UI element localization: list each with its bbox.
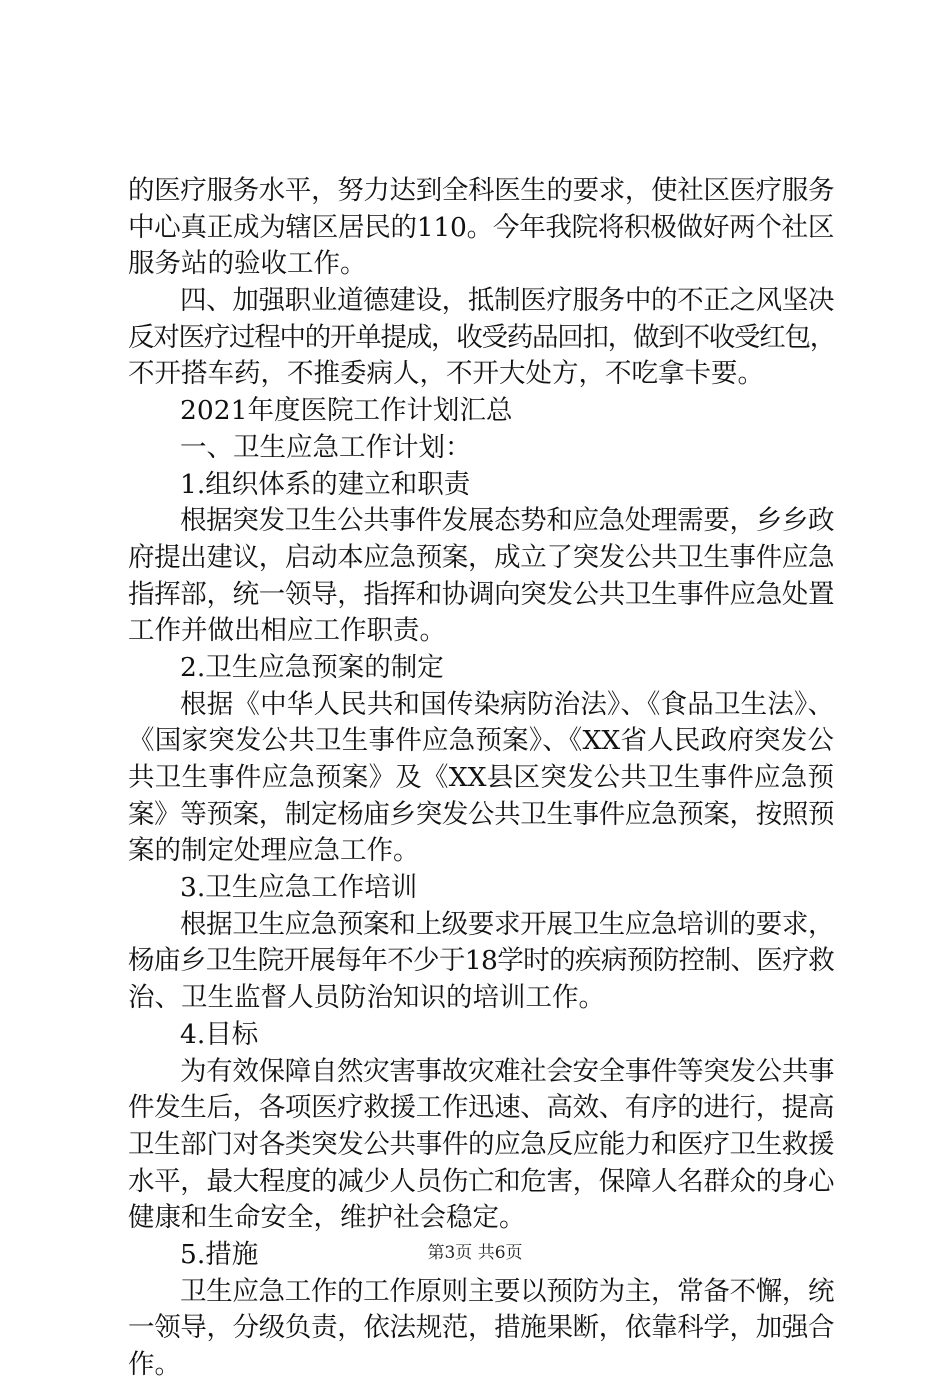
text-line: 府提出建议，启动本应急预案，成立了突发公共卫生事件应急 <box>128 541 834 573</box>
text-line: 5.措施 <box>180 1238 259 1270</box>
text-line: 3.卫生应急工作培训 <box>180 872 418 904</box>
text-line: 《国家突发公共卫生事件应急预案》、《XX省人民政府突发公 <box>128 725 834 757</box>
text-line: 水平，最大程度的减少人员伤亡和危害，保障人名群众的身心 <box>128 1165 834 1197</box>
text-line: 2021年度医院工作计划汇总 <box>180 395 513 427</box>
text-line: 根据卫生应急预案和上级要求开展卫生应急培训的要求， <box>180 908 834 940</box>
text-line: 件发生后，各项医疗救援工作迅速、高效、有序的进行，提高 <box>128 1092 834 1124</box>
text-line: 中心真正成为辖区居民的110。今年我院将积极做好两个社区 <box>128 211 835 243</box>
text-line: 一、卫生应急工作计划： <box>180 431 472 463</box>
text-line: 4.目标 <box>180 1018 259 1050</box>
text-line: 一领导，分级负责，依法规范，措施果断，依靠科学，加强合 <box>128 1312 834 1344</box>
text-line: 指挥部，统一领导，指挥和协调向突发公共卫生事件应急处置 <box>128 578 834 610</box>
text-line: 1.组织体系的建立和职责 <box>180 468 471 500</box>
document-body <box>128 173 834 1384</box>
text-line: 四、加强职业道德建设，抵制医疗服务中的不正之风坚决 <box>180 285 834 317</box>
text-line: 案》等预案，制定杨庙乡突发公共卫生事件应急预案，按照预 <box>128 798 834 830</box>
text-line: 根据《中华人民共和国传染病防治法》、《食品卫生法》、 <box>180 688 834 720</box>
text-line: 的医疗服务水平，努力达到全科医生的要求，使社区医疗服务 <box>128 175 834 206</box>
text-line: 作。 <box>128 1349 181 1380</box>
text-line: 卫生部门对各类突发公共事件的应急反应能力和医疗卫生救援 <box>128 1128 834 1160</box>
text-line: 根据突发卫生公共事件发展态势和应急处理需要，乡乡政 <box>180 505 834 537</box>
page-footer: 第3页 共6页 <box>427 1243 523 1263</box>
text-line: 反对医疗过程中的开单提成，收受药品回扣，做到不收受红包， <box>128 321 835 353</box>
text-line: 健康和生命安全，维护社会稳定。 <box>128 1202 526 1234</box>
text-line: 共卫生事件应急预案》及《XX县区突发公共卫生事件应急预 <box>128 762 834 793</box>
text-line: 治、卫生监督人员防治知识的培训工作。 <box>128 982 605 1014</box>
text-line: 不开搭车药，不推委病人，不开大处方，不吃拿卡要。 <box>128 358 764 390</box>
text-line: 卫生应急工作的工作原则主要以预防为主，常备不懈，统 <box>180 1275 834 1307</box>
text-line: 2.卫生应急预案的制定 <box>180 651 444 683</box>
text-line: 服务站的验收工作。 <box>128 248 367 280</box>
text-line: 案的制定处理应急工作。 <box>128 835 420 867</box>
text-line: 为有效保障自然灾害事故灾难社会安全事件等突发公共事 <box>180 1055 834 1087</box>
text-line: 工作并做出相应工作职责。 <box>128 615 446 647</box>
text-line: 杨庙乡卫生院开展每年不少于18学时的疾病预防控制、医疗救 <box>128 945 834 977</box>
